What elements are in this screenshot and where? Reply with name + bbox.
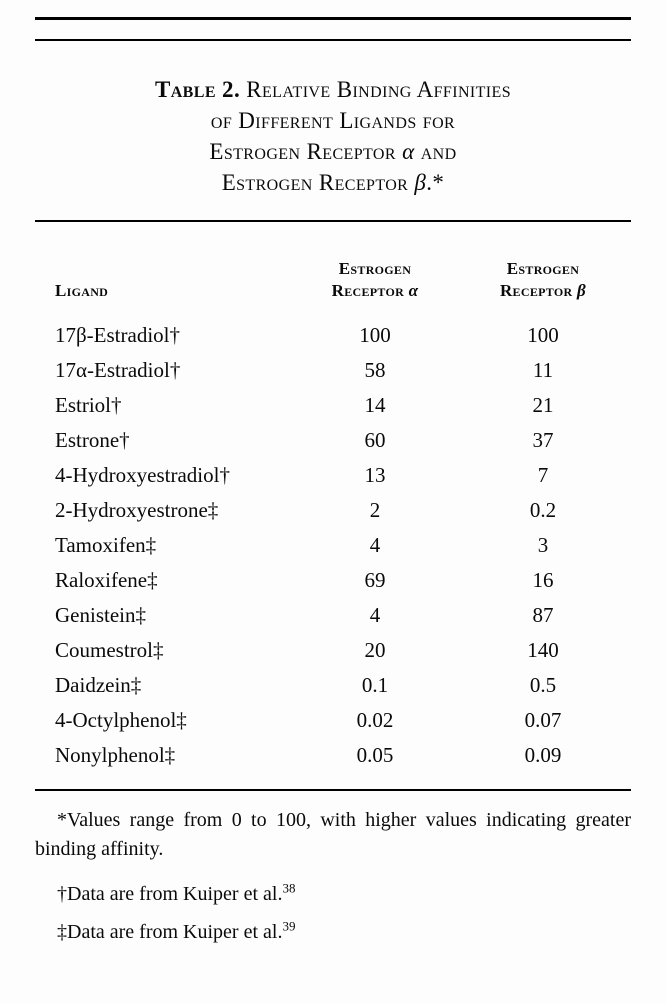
footnote-values-range: *Values range from 0 to 100, with higher values indicating greater binding affinity. xyxy=(35,809,631,860)
title-line-4: Estrogen Receptor β.* xyxy=(221,170,445,195)
value-cell: 0.1 xyxy=(361,673,389,697)
value-cell: 0.5 xyxy=(529,673,557,697)
value-cell: 4 xyxy=(369,603,381,627)
top-rule-thin xyxy=(35,39,631,41)
value-cell: 60 xyxy=(364,428,386,452)
table-row xyxy=(35,353,631,388)
value-cell: 13 xyxy=(364,463,386,487)
table-body xyxy=(35,318,631,773)
ligand-cell: 4-Hydroxyestradiol† xyxy=(55,463,230,487)
value-cell: 14 xyxy=(364,393,386,417)
ligand-cell: 17α-Estradiol† xyxy=(55,358,181,382)
ligand-cell: Estriol† xyxy=(55,393,122,417)
value-cell: 100 xyxy=(527,323,559,347)
table-row xyxy=(35,528,631,563)
value-cell: 3 xyxy=(537,533,549,557)
value-cell: 7 xyxy=(537,463,549,487)
ligand-cell: Tamoxifen‡ xyxy=(55,533,157,557)
ligand-cell: Nonylphenol‡ xyxy=(55,743,176,767)
value-cell: 4 xyxy=(369,533,381,557)
value-cell: 0.02 xyxy=(356,708,394,732)
ligand-cell: Estrone† xyxy=(55,428,130,452)
reference-superscript: 39 xyxy=(282,918,296,934)
table-row xyxy=(35,598,631,633)
value-cell: 2 xyxy=(369,498,381,522)
binding-affinity-table xyxy=(35,252,631,773)
table-header xyxy=(35,252,631,318)
reference-superscript: 38 xyxy=(282,880,296,896)
title-line-2: of Different Ligands for xyxy=(210,108,456,133)
value-cell: 140 xyxy=(527,638,559,662)
footnotes xyxy=(35,806,631,947)
bottom-rule xyxy=(35,789,631,791)
value-cell: 0.2 xyxy=(529,498,557,522)
value-cell: 11 xyxy=(532,358,554,382)
value-cell: 100 xyxy=(359,323,391,347)
table-row xyxy=(35,458,631,493)
table-row xyxy=(35,318,631,353)
ligand-cell: 17β-Estradiol† xyxy=(55,323,180,347)
table-number-label: Table 2. xyxy=(154,77,241,102)
footnote-dagger: †Data are from Kuiper et al.$^{38}$ xyxy=(57,880,296,905)
table-row xyxy=(35,388,631,423)
ligand-cell: Daidzein‡ xyxy=(55,673,142,697)
value-cell: 37 xyxy=(532,428,554,452)
ligand-cell: Genistein‡ xyxy=(55,603,146,627)
table-row xyxy=(35,493,631,528)
ligand-cell: 4-Octylphenol‡ xyxy=(55,708,187,732)
value-cell: 87 xyxy=(532,603,554,627)
value-cell: 58 xyxy=(364,358,386,382)
table-row xyxy=(35,633,631,668)
value-cell: 16 xyxy=(532,568,554,592)
table-row xyxy=(35,563,631,598)
column-header-receptor-beta: Estrogen Receptor β xyxy=(499,259,587,300)
value-cell: 20 xyxy=(364,638,386,662)
footnote-double-dagger: ‡Data are from Kuiper et al.$^{39}$ xyxy=(57,918,296,943)
column-header-ligand: Ligand xyxy=(55,281,109,300)
ligand-cell: Raloxifene‡ xyxy=(55,568,158,592)
value-cell: 0.09 xyxy=(524,743,562,767)
top-rule-heavy xyxy=(35,17,631,20)
table-row xyxy=(35,423,631,458)
table-row xyxy=(35,703,631,738)
table-title xyxy=(35,74,631,198)
header-row xyxy=(35,252,631,318)
value-cell: 69 xyxy=(364,568,386,592)
value-cell: 0.05 xyxy=(356,743,394,767)
value-cell: 0.07 xyxy=(524,708,562,732)
table-row xyxy=(35,668,631,703)
title-line-1: Table 2. Relative Binding Affinities xyxy=(154,77,511,102)
ligand-cell: 2-Hydroxyestrone‡ xyxy=(55,498,219,522)
value-cell: 21 xyxy=(532,393,554,417)
title-line-3: Estrogen Receptor α and xyxy=(209,139,457,164)
table-row xyxy=(35,738,631,773)
ligand-cell: Coumestrol‡ xyxy=(55,638,164,662)
title-divider-rule xyxy=(35,220,631,222)
column-header-receptor-alpha: Estrogen Receptor α xyxy=(331,259,419,300)
